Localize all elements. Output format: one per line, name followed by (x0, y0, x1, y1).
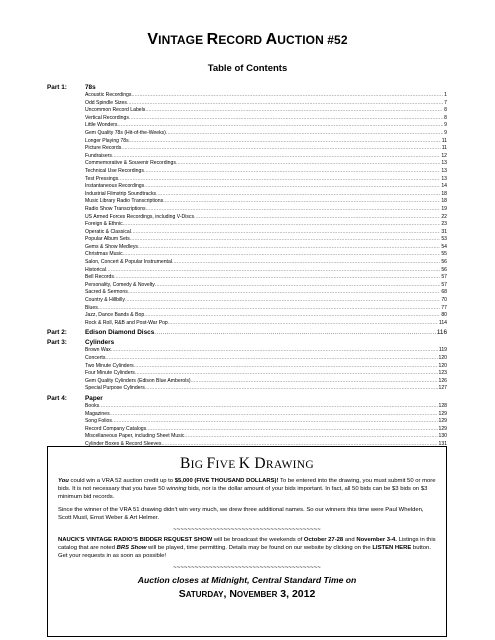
dot-leader (125, 297, 440, 305)
toc-entry-title: Fundraisers (85, 152, 112, 159)
toc-entry-page: 14 (441, 183, 447, 190)
drawing-title: BIG FIVE K DRAWING (179, 455, 315, 472)
dot-leader (146, 206, 441, 214)
toc-entry-page: 12 (441, 152, 447, 159)
toc-entry-title: Miscellaneous Paper, including Sheet Music (85, 433, 185, 440)
dot-leader (98, 305, 441, 313)
toc-entry-title: Brown Wax (85, 347, 111, 354)
toc-entry (85, 259, 447, 267)
toc-entry (85, 320, 447, 328)
toc-entry (85, 168, 447, 176)
dot-leader (110, 411, 438, 419)
dot-leader (131, 92, 443, 100)
toc-entry-page: 13 (441, 175, 447, 182)
dot-leader (135, 370, 438, 378)
toc-entry (85, 355, 447, 363)
table-of-contents (47, 82, 447, 449)
toc-entry (85, 433, 447, 441)
toc-entry-page: 1 (444, 92, 447, 98)
dot-leader (123, 251, 441, 259)
toc-entry (85, 244, 447, 252)
dot-leader (134, 363, 438, 371)
toc-entry-page: 128 (438, 402, 447, 409)
toc-entry-page: 77 (441, 304, 447, 311)
dot-leader (105, 355, 437, 363)
toc-part-title: Edison Diamond Discs (85, 329, 155, 337)
dot-leader (117, 122, 443, 130)
toc-entry (85, 145, 447, 153)
toc-entry-page: 23 (441, 221, 447, 228)
toc-entry-title: Operatic & Classical (85, 228, 131, 235)
toc-part-number: Part 4: (47, 394, 67, 402)
dot-leader (138, 244, 440, 252)
toc-entry-page: 53 (441, 236, 447, 243)
dot-leader (155, 282, 440, 290)
toc-entry-page: 8 (444, 107, 447, 114)
toc-entry-title: Foreign & Ethnic (85, 221, 123, 228)
drawing-box (47, 446, 447, 637)
drawing-rules: You could win a VRA 52 auction credit up to $5,000 (FIVE THOUSAND DOLLARS)! To be entered into the drawing, you must submit 50 or more bids. It is not necessary that you have 50 winning bids, nor is the dollar amount of your bids important. In fact, all 50 bids can be $3 bids on $3 minimum bid records. (58, 478, 436, 500)
toc-entry-title: Bell Records (85, 274, 114, 281)
toc-entry (85, 229, 447, 237)
dot-leader (144, 168, 440, 176)
toc-entry (85, 370, 447, 378)
toc-entry-title: Gems & Show Medleys (85, 243, 138, 250)
dot-leader (112, 418, 438, 426)
dot-leader (156, 191, 440, 199)
toc-entry-page: 120 (438, 362, 447, 369)
toc-entry (85, 191, 447, 199)
toc-entry (85, 378, 447, 386)
toc-entry-page: 11 (441, 137, 447, 144)
toc-entry (85, 138, 447, 146)
drawing-winners: Since the winner of the VRA 51 drawing didn't win very much, we drew three additional names. So our winners this time were Paul Whelden, Scott Musil, Ernst Weber & Art Helmer. (58, 507, 424, 521)
toc-entry-page: 55 (441, 251, 447, 258)
toc-entry-title: Instantaneous Recordings (85, 183, 145, 190)
toc-entry-title: Personality, Comedy & Novelty (85, 281, 155, 288)
dot-leader (154, 328, 436, 337)
toc-entry-title: Cylinder Boxes & Record Sleeves (85, 440, 162, 447)
toc-entry-page: 68 (441, 289, 447, 296)
toc-entry (85, 130, 447, 138)
toc-entry (85, 289, 447, 297)
dot-leader (166, 130, 443, 138)
toc-entry (85, 411, 447, 419)
toc-entry-page: 9 (444, 122, 447, 129)
toc-entry-title: Gem Quality Cylinders (Edison Blue Amberols) (85, 377, 191, 384)
dot-leader (131, 229, 440, 237)
toc-entry-page: 18 (441, 190, 447, 197)
dot-leader (163, 198, 440, 206)
toc-part-number: Part 1: (47, 84, 67, 91)
toc-entry (85, 153, 447, 161)
toc-entry-title: Industrial Filmstrip Soundtracks (85, 190, 157, 197)
toc-entry-title: US Armed Forces Recordings, including V-Discs (85, 213, 194, 220)
toc-entry (85, 100, 447, 108)
dot-leader (128, 289, 441, 297)
dot-leader (129, 115, 443, 123)
toc-entry-page: 57 (441, 281, 447, 288)
toc-entry-page: 31 (441, 228, 447, 235)
page-title: VINTAGE RECORD AUCTION #52 (147, 31, 348, 48)
dot-leader (184, 433, 437, 441)
divider: ~~~~~~~~~~~~~~~~~~~~~~~~~~~~~~~~~~~~~~~~~ (173, 527, 321, 533)
dot-leader (144, 183, 440, 191)
toc-entry-page: 56 (441, 266, 447, 273)
dot-leader (191, 378, 438, 386)
toc-entry-page: 54 (441, 243, 447, 250)
toc-entry (85, 418, 447, 426)
dot-leader (145, 107, 443, 115)
dot-leader (99, 403, 437, 411)
dot-leader (123, 221, 441, 229)
toc-entry (85, 92, 447, 100)
dot-leader (146, 426, 437, 434)
toc-entry-page: 19 (441, 205, 447, 212)
toc-heading: Table of Contents (207, 63, 288, 74)
toc-entry-page: 13 (441, 160, 447, 167)
toc-entry-page: 129 (438, 418, 447, 425)
toc-part (47, 394, 447, 403)
toc-part (47, 338, 447, 347)
toc-entry-title: Historical (85, 266, 106, 273)
toc-entry-title: Record Company Catalogs (85, 425, 147, 432)
toc-entry (85, 267, 447, 275)
toc-part-title: Paper (85, 394, 103, 402)
toc-entry (85, 282, 447, 290)
toc-entry-title: Popular Album Sets (85, 236, 130, 243)
toc-entry-page: 9 (444, 129, 447, 136)
toc-part-number: Part 2: (47, 329, 67, 337)
toc-entry-title: Concerts (85, 355, 106, 361)
toc-entry (85, 221, 447, 229)
toc-entry (85, 403, 447, 411)
toc-entry-title: Magazines (85, 410, 110, 417)
toc-entry-page: 127 (438, 385, 447, 392)
toc-entry-title: Music Library Radio Transcriptions (85, 198, 164, 205)
toc-part (47, 83, 447, 92)
toc-entry-title: Jazz, Dance Bands & Bop (85, 312, 145, 319)
toc-entry-title: Four Minute Cylinders (85, 370, 135, 377)
dot-leader (144, 312, 440, 320)
dot-leader (112, 153, 440, 161)
toc-entry-page: 22 (441, 213, 447, 220)
toc-entry (85, 305, 447, 313)
toc-entry-page: 123 (438, 370, 447, 377)
toc-entry (85, 176, 447, 184)
dot-leader (168, 320, 438, 328)
radio-show-notice: NAUCK'S VINTAGE RADIO'S BIDDER REQUEST SHOW will be broadcast the weekends of October 27-28 and November 3-4. Listings in this catalog that are noted BRS Show will be played, time permitting. Details may be found on our website by clicking on the LISTEN HERE button. Get your requests in as soon as possible! (58, 537, 436, 559)
dot-leader (114, 274, 440, 282)
toc-entry (85, 347, 447, 355)
toc-entry-page: 80 (441, 312, 447, 319)
dot-leader (111, 347, 438, 355)
toc-entry-page: 8 (444, 114, 447, 121)
toc-entry-title: Test Pressings (85, 175, 119, 182)
dot-leader (176, 160, 440, 168)
toc-entry (85, 115, 447, 123)
dot-leader (118, 176, 440, 184)
toc-entry-page: 13 (441, 167, 447, 174)
toc-entry-title: Odd Spindle Sizes (85, 99, 127, 106)
dot-leader (172, 259, 440, 267)
toc-entry-page: 56 (441, 259, 447, 266)
toc-entry-page: 11 (441, 145, 447, 152)
toc-entry (85, 274, 447, 282)
toc-entry (85, 183, 447, 191)
toc-entry-title: Radio Show Transcriptions (85, 205, 146, 212)
toc-entry-page: 70 (441, 297, 447, 304)
toc-entry-page: 131 (438, 440, 447, 447)
toc-entry-page: 120 (438, 355, 447, 361)
toc-part-title: 78s (85, 84, 96, 91)
toc-entry-title: Gem Quality 78s (Hit-of-the-Weeks) (85, 129, 166, 136)
toc-entry (85, 198, 447, 206)
toc-entry (85, 385, 447, 393)
toc-entry (85, 297, 447, 305)
dot-leader (127, 100, 443, 108)
toc-entry (85, 107, 447, 115)
toc-entry-title: Vertical Recordings (85, 114, 129, 121)
toc-entry (85, 122, 447, 130)
toc-entry-page: 57 (441, 274, 447, 281)
toc-entry-page: 119 (438, 347, 447, 354)
toc-entry-title: Country & Hillbilly (85, 297, 125, 304)
toc-entry-title: Longer Playing 78s (85, 137, 129, 144)
toc-entry-page: 130 (438, 433, 447, 440)
toc-entry (85, 426, 447, 434)
toc-entry-title: Books (85, 402, 100, 409)
dot-leader (194, 214, 440, 222)
toc-part-page: 116 (436, 329, 447, 337)
dot-leader (121, 145, 440, 153)
toc-entry-title: Song Folios (85, 418, 112, 425)
listen-here-link[interactable]: LISTEN HERE (372, 545, 412, 551)
toc-entry-title: Christmas Music (85, 251, 123, 258)
toc-entry-title: Picture Records (85, 145, 122, 152)
toc-entry-title: Rock & Roll, R&B and Post-War Pop (85, 319, 168, 326)
toc-entry-title: Sacred & Sermons (85, 289, 128, 296)
dot-leader (129, 138, 441, 146)
divider: ~~~~~~~~~~~~~~~~~~~~~~~~~~~~~~~~~~~~~~~~~ (173, 565, 321, 571)
toc-entry-title: Commemorative & Souvenir Recordings (85, 160, 176, 167)
toc-entry (85, 363, 447, 371)
closing-notice: Auction closes at Midnight, Central Standard Time on (137, 575, 357, 585)
toc-entry-page: 126 (438, 377, 447, 384)
toc-entry-title: Blues (85, 304, 98, 311)
toc-entry-title: Acoustic Recordings (85, 92, 132, 98)
toc-entry-title: Two Minute Cylinders (85, 362, 134, 369)
toc-entry (85, 251, 447, 259)
toc-entry (85, 160, 447, 168)
dot-leader (106, 267, 440, 275)
toc-part (47, 328, 447, 337)
toc-entry-page: 18 (441, 198, 447, 205)
dot-leader (145, 385, 438, 393)
closing-date: SATURDAY, NOVEMBER 3, 2012 (178, 588, 316, 600)
toc-entry-title: Technical Use Recordings (85, 167, 144, 174)
toc-entry-page: 114 (438, 319, 447, 326)
toc-entry-title: Uncommon Record Labels (85, 107, 146, 114)
toc-entry (85, 312, 447, 320)
toc-entry-title: Special Purpose Cylinders (85, 385, 145, 392)
toc-entry (85, 214, 447, 222)
toc-entry-title: Little Wonders (85, 122, 118, 129)
toc-entry-page: 7 (444, 99, 447, 106)
toc-entry (85, 206, 447, 214)
toc-entry-title: Salon, Concert & Popular Instrumental (85, 259, 172, 266)
toc-part-title: Cylinders (85, 339, 115, 347)
dot-leader (130, 236, 441, 244)
toc-entry-page: 129 (438, 425, 447, 432)
toc-entry-page: 129 (438, 410, 447, 417)
toc-entry (85, 236, 447, 244)
toc-part-number: Part 3: (47, 339, 67, 347)
